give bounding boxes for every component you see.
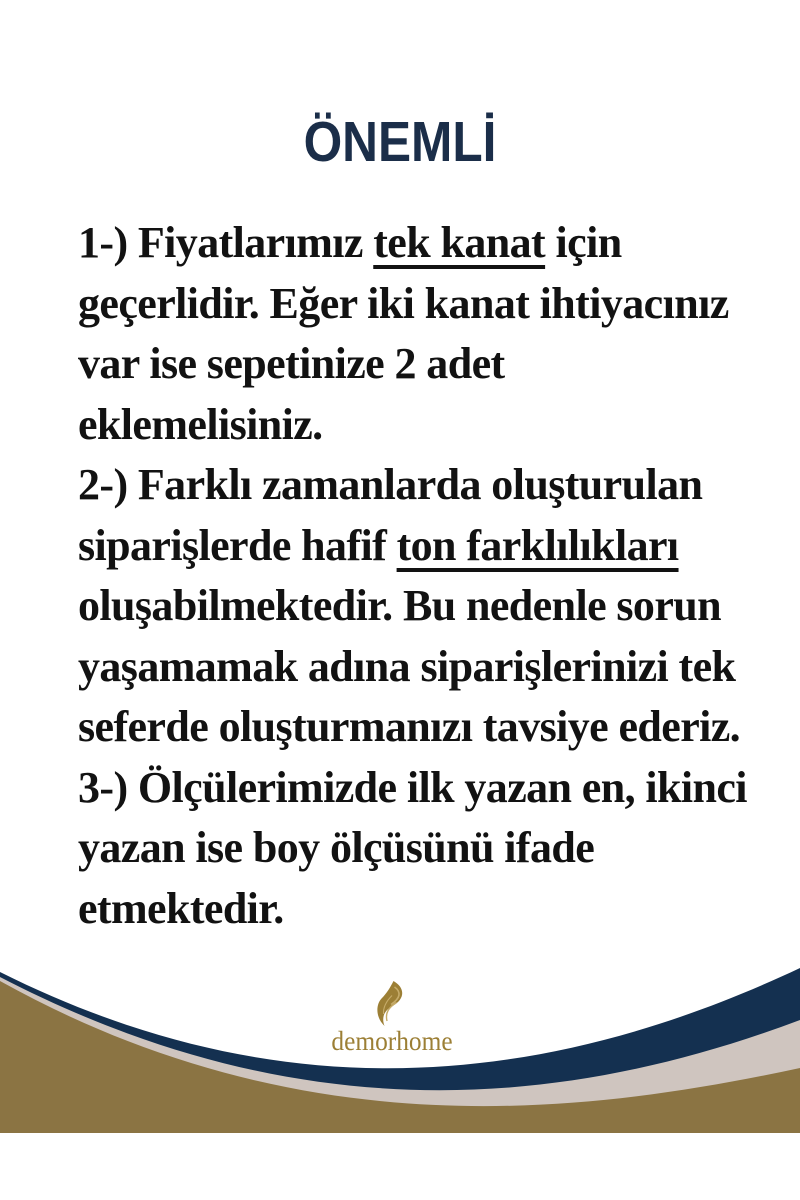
notice-line xyxy=(78,213,760,274)
page-title: ÖNEMLİ xyxy=(303,110,497,174)
notice-segment: 1-) Fiyatlarımız xyxy=(78,218,374,267)
notice-segment: siparişlerde hafif xyxy=(78,520,397,570)
notice-segment: eklemelisiniz. xyxy=(78,399,323,449)
notice-line xyxy=(78,334,760,395)
notice-text xyxy=(78,213,760,939)
notice-line xyxy=(78,274,760,335)
notice-segment: 2-) Farklı zamanlarda oluşturulan xyxy=(78,460,703,509)
swan-flame-icon xyxy=(374,980,411,1027)
notice-segment: seferde oluşturmanızı tavsiye ederiz. xyxy=(78,702,741,751)
brand-logo xyxy=(328,980,457,1055)
notice-segment: var ise sepetinize 2 adet xyxy=(78,339,505,388)
notice-segment: yazan ise boy ölçüsünü ifade xyxy=(78,823,595,872)
notice-segment: yaşamamak adına siparişlerinizi tek xyxy=(78,641,736,691)
notice-segment: için xyxy=(545,218,622,267)
notice-line xyxy=(78,455,760,516)
notice-line xyxy=(78,576,760,637)
notice-underlined-text: tek kanat xyxy=(373,218,546,267)
brand-name: demorhome xyxy=(331,1026,453,1056)
notice-line xyxy=(78,758,760,819)
notice-line xyxy=(78,697,760,758)
notice-line xyxy=(78,818,760,879)
notice-line xyxy=(78,879,760,940)
notice-segment: 3-) Ölçülerimizde ilk yazan en, ikinci xyxy=(78,762,747,812)
notice-segment: etmektedir. xyxy=(78,883,284,933)
notice-line xyxy=(78,637,760,698)
notice-underlined-text: ton farklılıkları xyxy=(396,520,679,570)
notice-segment: oluşabilmektedir. Bu nedenle sorun xyxy=(78,581,721,630)
notice-segment: geçerlidir. Eğer iki kanat ihtiyacınız xyxy=(78,278,729,328)
notice-line xyxy=(78,516,760,577)
swan-flame-body xyxy=(377,981,402,1026)
notice-line xyxy=(78,395,760,456)
